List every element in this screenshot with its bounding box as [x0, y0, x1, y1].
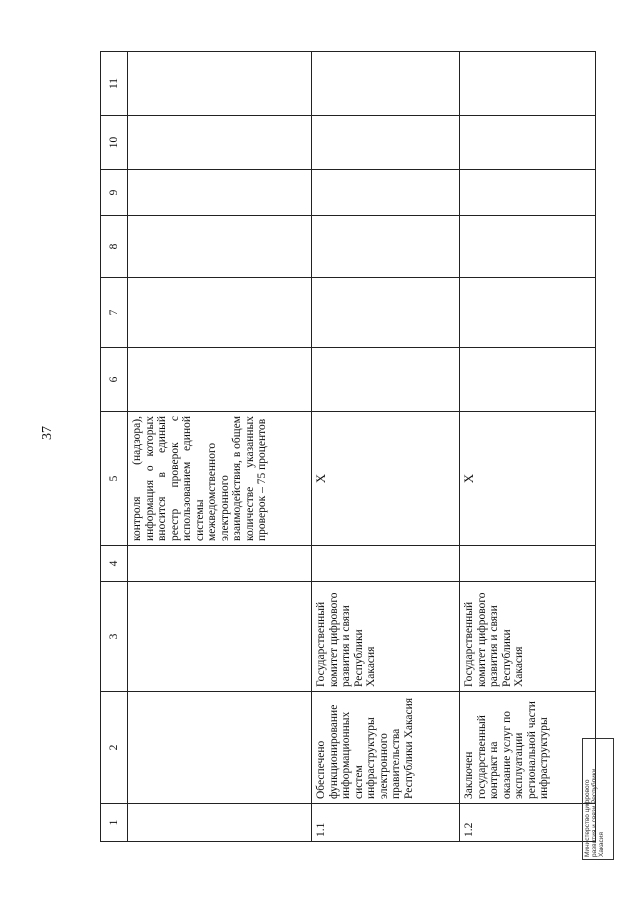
page-number: 37 [40, 426, 55, 440]
header-cell: 6 [101, 348, 128, 412]
header-cell: 2 [101, 692, 128, 804]
result-cell: Обеспечено функционирование информационных систем инфраструктуры электронного правительства Республики Хакасия [312, 692, 460, 804]
empty-cell [128, 278, 312, 348]
stamp-line: Министерство цифрового [584, 779, 591, 857]
result-cell: Заключен государственный контракт на оказание услуг по эксплуатации региональной части инфраструктуры [460, 692, 596, 804]
empty-cell [128, 116, 312, 170]
empty-cell [460, 116, 596, 170]
empty-cell [460, 52, 596, 116]
table-row [460, 52, 596, 842]
result-cell [128, 692, 312, 804]
approval-stamp [582, 738, 614, 860]
empty-cell [312, 170, 460, 216]
row-number-cell: 1.2 [460, 804, 596, 842]
responsible-cell [128, 582, 312, 692]
responsible-cell: Государственный комитет цифрового развития и связи Республики Хакасия [312, 582, 460, 692]
cell-col4 [128, 546, 312, 582]
header-cell: 10 [101, 116, 128, 170]
empty-cell [312, 52, 460, 116]
row-number-cell: 1.1 [312, 804, 460, 842]
header-cell: 1 [101, 804, 128, 842]
empty-cell [460, 278, 596, 348]
row-number-cell [128, 804, 312, 842]
table-row [312, 52, 460, 842]
empty-cell [312, 278, 460, 348]
header-cell: 5 [101, 412, 128, 546]
header-cell: 8 [101, 216, 128, 278]
table-row [128, 52, 312, 842]
responsible-cell: Государственный комитет цифрового развития и связи Республики Хакасия [460, 582, 596, 692]
indicator-cell: X [312, 412, 460, 546]
empty-cell [460, 348, 596, 412]
stamp-line: Хакасия [598, 832, 605, 857]
cell-col4 [460, 546, 596, 582]
indicator-cell: X [460, 412, 596, 546]
rotated-table-container [100, 52, 592, 842]
empty-cell [128, 348, 312, 412]
empty-cell [312, 116, 460, 170]
cell-col4 [312, 546, 460, 582]
empty-cell [460, 216, 596, 278]
header-cell: 7 [101, 278, 128, 348]
stamp-line: развития и связи Республики [591, 768, 598, 857]
indicator-cell: контроля (надзора), информация о которых вносится в единый реестр проверок с использованием единой системы межведомственного электронного взаимодействия, в общем количестве указанных проверок – 75 процентов [128, 412, 312, 546]
header-cell: 4 [101, 546, 128, 582]
header-row [101, 52, 128, 842]
empty-cell [128, 216, 312, 278]
empty-cell [460, 170, 596, 216]
plan-table [100, 51, 596, 842]
header-cell: 11 [101, 52, 128, 116]
empty-cell [312, 216, 460, 278]
header-cell: 9 [101, 170, 128, 216]
header-cell: 3 [101, 582, 128, 692]
empty-cell [128, 52, 312, 116]
empty-cell [312, 348, 460, 412]
empty-cell [128, 170, 312, 216]
